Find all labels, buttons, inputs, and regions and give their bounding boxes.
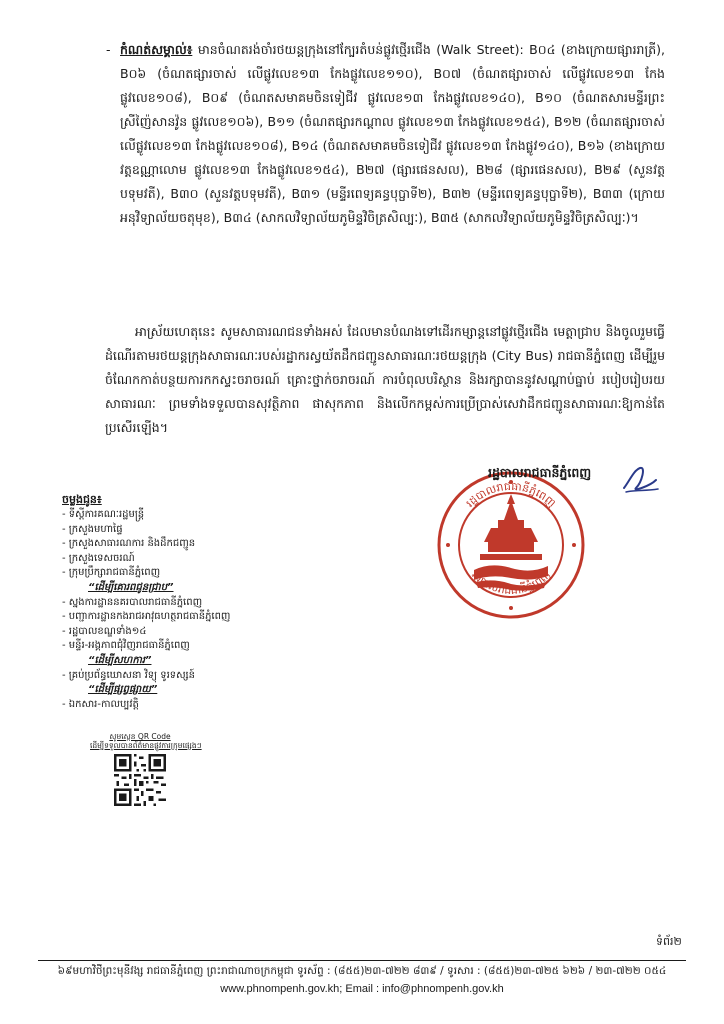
- page-number: ទំព័រ២: [656, 935, 682, 948]
- official-seal-icon: [436, 470, 586, 620]
- copy-to-list: [62, 492, 362, 712]
- seal-text-top: រដ្ឋបាលរាជធានីភ្នំពេញ: [463, 479, 559, 510]
- seal-text-bottom: រដ្ឋបាលរាជធានីភ្នំពេញ: [468, 568, 554, 598]
- bus-stop-paragraph: [106, 38, 665, 230]
- copy-to-item: - ក្រសួងសាធារណការ និងដឹកជញ្ជូន: [62, 538, 196, 550]
- footer-divider: [38, 960, 686, 961]
- copy-to-item: - ឯកសារ-កាលប្បវត្តិ: [62, 698, 139, 710]
- bullet-dash: -: [106, 42, 111, 57]
- copy-to-purpose: “ដើម្បីផ្សព្វផ្សាយ”: [88, 684, 158, 696]
- copy-to-item: - ទីស្តីការគណៈរដ្ឋមន្ត្រី: [62, 509, 145, 520]
- qr-label-line2: ដើម្បីទទួលបានព័ត៌មានផ្លូវការក្រុមផ្សេងៗ: [90, 741, 202, 750]
- copy-to-item: - បញ្ជាការដ្ឋានកងរាជអាវុធហត្ថរាជធានីភ្នំពេញ: [62, 611, 231, 623]
- route-label: កំណត់សម្គាល់៖: [120, 42, 193, 57]
- copy-to-item: - ក្រសួងទេសចរណ៍: [62, 552, 135, 564]
- footer-web-email[interactable]: www.phnompenh.gov.kh; Email : info@phnompenh.gov.kh: [220, 983, 504, 995]
- footer-address: ៦៩មហាវិថីព្រះមុនីវង្ស រាជធានីភ្នំពេញ ព្រះរាជាណាចក្រកម្ពុជា ទូរស័ព្ទ : (៨៥៥)២៣-៧២២ ៨៣៩ / ទូរសារ : (៨៥៥)២៣-៧២៥ ៦២៦ / ២៣-៧២២ ០៥៤: [57, 965, 667, 977]
- copy-to-item: - ស្នងការដ្ឋាននគរបាលរាជធានីភ្នំពេញ: [62, 596, 203, 608]
- route-text: មានចំណតរង់ចាំរថយន្តក្រុងនៅក្បែរតំបន់ផ្លូវថ្មើរជើង (Walk Street): B០៤ (ខាងក្រោយផ្សាររាត្រី), B០៦ (ចំណតផ្សារចាស់ លើផ្លូវលេខ១៣ កែងផ្លូវលេខ១១០), B០៧ (ចំណតផ្សារចាស់ លើផ្លូវលេខ១៣ កែងផ្លូវលេខ១០៨), B០៩ (ចំណតសមាគមចិនទៀជីវ ផ្លូវលេខ១៣ កែងផ្លូវលេខ១៤០), B១០ (ចំណតសារមន្ទីរព្រះស្រីញ៉ៃសានវ៉ូន ផ្លូវលេខ១០៦), B១១ (ចំណតផ្សារកណ្តាល ផ្លូវលេខ១៣ កែងផ្លូវលេខ១៥៤), B១២ (ចំណតផ្សារចាស់ លើផ្លូវលេខ១៣ កែងផ្លូវលេខ១០៨), B១៤ (ចំណតសមាគមចិនទៀជីវ ផ្លូវលេខ១៣ កែងផ្លូវ១៤០), B១៦ (ខាងក្រោយវត្តឧណ្ណាលោម ផ្លូវលេខ១៣ កែងផ្លូវលេខ១៥៤), B២៧ (ផ្សារផេនសល), B២៨ (ផ្សារផេនសល), B២៩ (សួនវត្តបទុមវតី), B៣០ (សួនវត្តបទុមវតី), B៣១ (មន្ទីរពេទ្យគន្ធបុប្ផាទី២), B៣២ (មន្ទីរពេទ្យគន្ធបុប្ផាទី២), B៣៣ (ក្រោយអនុវិទ្យាល័យចតុមុខ), B៣៤ (សាកលវិទ្យាល័យភូមិន្ទវិចិត្រសិល្បៈ), B៣៥ (សាកលវិទ្យាល័យភូមិន្ទវិចិត្រសិល្បៈ)។: [120, 42, 665, 225]
- copy-to-purpose: “ដើម្បីគោរពជូនជ្រាប”: [88, 581, 174, 593]
- signature-title: រដ្ឋបាលរាជធានីភ្នំពេញ: [488, 465, 592, 480]
- handwritten-signature-icon: [620, 462, 660, 496]
- qr-code-icon[interactable]: [114, 754, 166, 806]
- copy-to-item: - គ្រប់ប្រព័ន្ធឃោសនា វិទ្យុ ទូរទស្សន៍: [62, 669, 195, 681]
- copy-to-item: - មន្ទីរ-អង្គភាពជុំវិញរាជធានីភ្នំពេញ: [62, 640, 190, 652]
- copy-to-item: - ក្រុមប្រឹក្សារាជធានីភ្នំពេញ: [62, 567, 161, 579]
- copy-to-purpose: “ដើម្បីសហការ”: [88, 654, 152, 666]
- closing-paragraph: អាស្រ័យហេតុនេះ សូមសាធារណជនទាំងអស់ ដែលមានបំណងទៅដើរកម្សាន្តនៅផ្លូវថ្មើរជើង មេត្តាជ្រាប និងចូលរួមធ្វើដំណើរតាមរថយន្តក្រុងសាធារណៈរបស់រដ្ឋាករស្វយ័តដឹកជញ្ជូនសាធារណៈរថយន្តក្រុង (City Bus) រាជធានីភ្នំពេញ ដើម្បីរួមចំណែកកាត់បន្ថយការកកស្ទះចរាចរណ៍ គ្រោះថ្នាក់ចរាចរណ៍ ការបំពុលបរិស្ថាន និងរក្សាបាននូវសណ្តាប់ធ្នាប់ របៀបរៀបរយសាធារណៈ ព្រមទាំងទទួលបានសុវត្ថិភាព ផាសុកភាព និងលើកកម្ពស់ការប្រើប្រាស់សេវាដឹកជញ្ជូនសាធារណៈឱ្យកាន់តែប្រសើរឡើង។: [105, 324, 665, 435]
- qr-label-line1: សូមស្កេន QR Code: [109, 732, 171, 741]
- qr-block: [90, 732, 202, 810]
- copy-to-item: - ក្រសួងមហាផ្ទៃ: [62, 523, 123, 535]
- copy-to-title: ចម្លងជូន៖: [62, 493, 102, 506]
- copy-to-item: - រដ្ឋបាលខណ្ឌទាំង១៤: [62, 625, 147, 637]
